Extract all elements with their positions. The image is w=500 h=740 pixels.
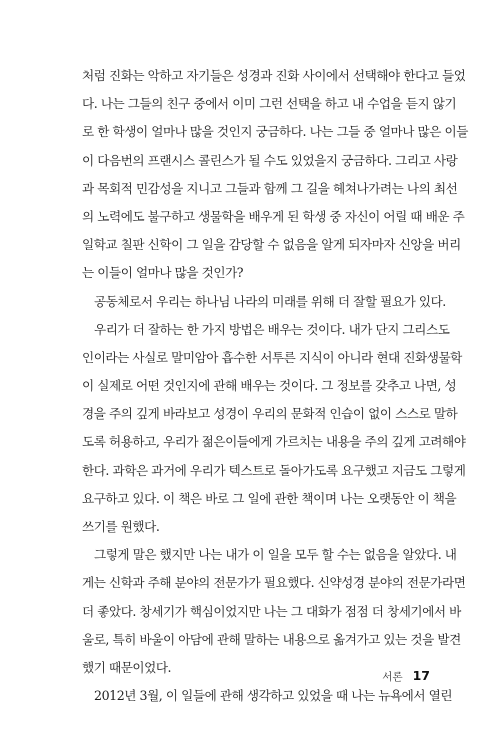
text-line: 는 이들이 얼마나 많을 것인가?	[82, 265, 244, 281]
text-line: 우리가 더 잘하는 한 가지 방법은 배우는 것이다. 내가 단지 그리스도	[94, 321, 450, 337]
text-line: 했기 때문이었다.	[82, 659, 172, 675]
text-line: 경을 주의 깊게 바라보고 성경이 우리의 문화적 인습이 없이 스스로 말하	[82, 406, 458, 422]
body-text	[82, 62, 468, 710]
page-number: 17	[412, 668, 430, 683]
text-line: 다. 나는 그들의 친구 중에서 이미 그런 선택을 하고 내 수업을 듣지 않기	[82, 96, 457, 112]
text-line: 인이라는 사실로 말미암아 흡수한 서투른 지식이 아니라 현대 진화생물학	[82, 349, 462, 365]
text-line: 이 다음번의 프랜시스 콜린스가 될 수도 있었을지 궁금하다. 그리고 사랑	[82, 152, 458, 168]
text-line: 이 실제로 어떤 것인지에 관해 배우는 것이다. 그 정보를 갖추고 나면, 성	[82, 378, 457, 394]
text-line: 그렇게 말은 했지만 나는 내가 이 일을 모두 할 수는 없음을 알았다. 내	[94, 547, 457, 563]
page-footer	[382, 668, 430, 684]
text-line: 의 노력에도 불구하고 생물학을 배우게 된 학생 중 자신이 어릴 때 배운 주	[82, 208, 465, 224]
text-line: 공동체로서 우리는 하나님 나라의 미래를 위해 더 잘할 필요가 있다.	[94, 293, 446, 309]
text-line: 쓰기를 원했다.	[82, 519, 160, 534]
running-footer-section: 서론	[382, 671, 403, 683]
text-line: 요구하고 있다. 이 책은 바로 그 일에 관한 책이며 나는 오랫동안 이 책을	[82, 490, 457, 506]
text-line: 울로, 특히 바울이 아담에 관해 말하는 내용으로 옮겨가고 있는 것을 발견	[82, 631, 461, 647]
text-line: 과 목회적 민감성을 지니고 그들과 함께 그 길을 헤쳐나가려는 나의 최선	[82, 180, 458, 196]
text-line: 더 좋았다. 창세기가 핵심이었지만 나는 그 대화가 점점 더 창세기에서 바	[82, 603, 461, 619]
text-line: 한다. 과학은 과거에 우리가 텍스트로 돌아가도록 요구했고 지금도 그렇게	[82, 462, 466, 478]
text-line: 처럼 진화는 악하고 자기들은 성경과 진화 사이에서 선택해야 한다고 들었	[82, 68, 466, 83]
text-line: 일학교 칠판 신학이 그 일을 감당할 수 없음을 알게 되자마자 신앙을 버리	[82, 237, 461, 253]
text-line: 로 한 학생이 얼마나 많을 것인지 궁금하다. 나는 그들 중 얼마나 많은 이들	[82, 124, 468, 140]
text-line: 도록 허용하고, 우리가 젊은이들에게 가르치는 내용을 주의 깊게 고려해야	[82, 434, 466, 450]
text-line: 게는 신학과 주해 분야의 전문가가 필요했다. 신약성경 분야의 전문가라면	[82, 575, 466, 591]
text-line: 2012년 3월, 이 일들에 관해 생각하고 있었을 때 나는 뉴욕에서 열린	[94, 688, 453, 704]
